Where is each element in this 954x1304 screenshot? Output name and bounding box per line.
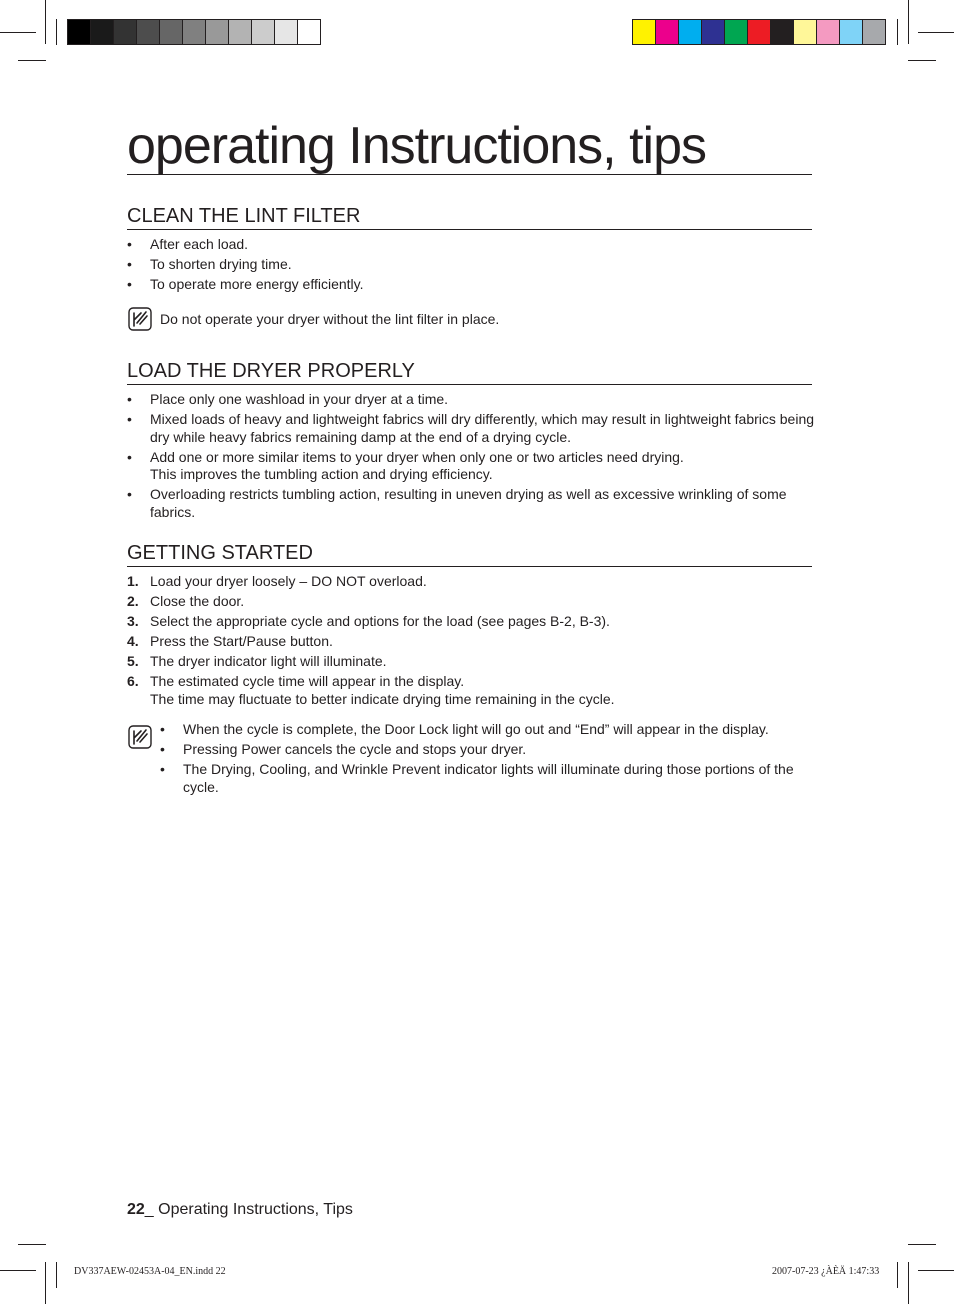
- list-item-line: • Add one or more similar items to your dryer when only one or two articles need drying.: [150, 448, 684, 465]
- gray-swatch: [206, 20, 229, 44]
- color-swatch: [794, 20, 817, 44]
- color-swatch: [656, 20, 679, 44]
- lint-bullet-list: [127, 236, 817, 294]
- color-swatch: [863, 20, 885, 44]
- step-number: 5.: [127, 653, 139, 669]
- crop-mark: [918, 1270, 954, 1271]
- step-text: Select the appropriate cycle and options for the load (see pages B-2, B-3).: [150, 613, 610, 629]
- list-item: • Overloading restricts tumbling action, resulting in uneven drying as well as excessive wrinkling of some fabrics.: [127, 486, 817, 521]
- gray-swatch: [160, 20, 183, 44]
- gray-swatch: [114, 20, 137, 44]
- step-item: [127, 573, 817, 591]
- lint-note-text: Do not operate your dryer without the lint filter in place.: [160, 311, 500, 327]
- page-number: 22: [127, 1201, 145, 1218]
- note-item: • When the cycle is complete, the Door Lock light will go out and “End” will appear in the display.: [160, 721, 800, 739]
- step-number: 4.: [127, 633, 139, 649]
- load-bullet-list: [127, 391, 817, 521]
- step-text: Close the door.: [150, 593, 245, 609]
- gray-swatch: [91, 20, 114, 44]
- gray-swatch: [229, 20, 252, 44]
- list-item: • To operate more energy efficiently.: [127, 276, 817, 294]
- step-item: [127, 593, 817, 611]
- step-text-continued: The time may fluctuate to better indicate drying time remaining in the cycle.: [150, 690, 615, 707]
- crop-mark: [897, 19, 898, 45]
- note-icon: [128, 725, 152, 749]
- getting-started-notes: [160, 721, 800, 799]
- page-title: operating Instructions, tips: [127, 118, 812, 175]
- step-text: The estimated cycle time will appear in the display.: [150, 673, 465, 689]
- crop-mark: [897, 1262, 898, 1288]
- crop-mark: [908, 0, 909, 44]
- color-swatch: [840, 20, 863, 44]
- color-swatch: [748, 20, 771, 44]
- file-slug: DV337AEW-02453A-04_EN.indd 22: [74, 1266, 226, 1277]
- color-swatch: [679, 20, 702, 44]
- gray-swatch: [275, 20, 298, 44]
- crop-mark: [56, 19, 57, 45]
- crop-mark: [45, 1262, 46, 1304]
- list-item: [127, 449, 817, 484]
- step-item: [127, 653, 817, 671]
- crop-mark: [18, 1244, 46, 1245]
- crop-mark: [908, 1244, 936, 1245]
- note-icon: [128, 307, 152, 331]
- crop-mark: [45, 0, 46, 44]
- note-item: • The Drying, Cooling, and Wrinkle Prevent indicator lights will illuminate during those portions of the cycle.: [160, 761, 800, 796]
- step-item: [127, 633, 817, 651]
- gray-swatch: [252, 20, 275, 44]
- color-swatch: [817, 20, 840, 44]
- step-number: 2.: [127, 593, 139, 609]
- date-slug: 2007-07-23 ¿ÀÈÄ 1:47:33: [772, 1266, 880, 1277]
- step-number: 3.: [127, 613, 139, 629]
- color-calibration-bar: [632, 19, 886, 45]
- section-title-clean-lint-filter: CLEAN THE LINT FILTER: [127, 204, 812, 230]
- step-text: Press the Start/Pause button.: [150, 633, 333, 649]
- crop-mark: [56, 1262, 57, 1288]
- list-item: • Place only one washload in your dryer at a time.: [127, 391, 817, 409]
- grayscale-calibration-bar: [67, 19, 321, 45]
- color-swatch: [633, 20, 656, 44]
- note-item: • Pressing Power cancels the cycle and stops your dryer.: [160, 741, 800, 759]
- list-item-line: This improves the tumbling action and drying efficiency.: [150, 466, 493, 482]
- section-title-load-dryer: LOAD THE DRYER PROPERLY: [127, 359, 812, 385]
- step-text: The dryer indicator light will illuminate.: [150, 653, 387, 669]
- step-item: [127, 673, 817, 708]
- crop-mark: [908, 60, 936, 61]
- page-footer: [127, 1201, 353, 1219]
- gray-swatch: [137, 20, 160, 44]
- list-item: • After each load.: [127, 236, 817, 254]
- gray-swatch: [298, 20, 320, 44]
- list-item: • Mixed loads of heavy and lightweight fabrics will dry differently, which may result in lightweight fabrics being dry while heavy fabrics remaining damp at the end of a drying cycle.: [127, 411, 817, 446]
- gray-swatch: [183, 20, 206, 44]
- color-swatch: [771, 20, 794, 44]
- step-text: Load your dryer loosely – DO NOT overload.: [150, 573, 427, 589]
- color-swatch: [702, 20, 725, 44]
- color-swatch: [725, 20, 748, 44]
- step-item: [127, 613, 817, 631]
- step-number: 1.: [127, 573, 139, 589]
- crop-mark: [0, 32, 36, 33]
- crop-mark: [0, 1270, 36, 1271]
- step-number: 6.: [127, 673, 139, 689]
- section-title-getting-started: GETTING STARTED: [127, 541, 812, 567]
- crop-mark: [908, 1262, 909, 1304]
- list-item: • To shorten drying time.: [127, 256, 817, 274]
- gray-swatch: [68, 20, 91, 44]
- getting-started-steps: [127, 573, 817, 708]
- page-footer-label: _ Operating Instructions, Tips: [144, 1201, 353, 1218]
- crop-mark: [18, 60, 46, 61]
- crop-mark: [918, 32, 954, 33]
